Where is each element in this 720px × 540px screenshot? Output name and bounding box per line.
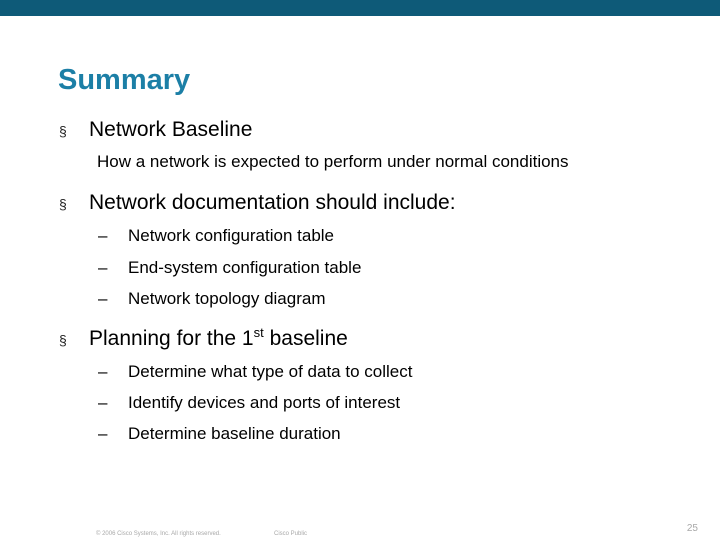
bullet-text: Network documentation should include: (89, 191, 456, 214)
bullet-marker: § (59, 196, 67, 212)
bullet-marker: § (59, 332, 67, 348)
sub-bullet-text: Determine what type of data to collect (128, 362, 413, 381)
page-number: 25 (686, 523, 698, 534)
sub-bullet-text: Network configuration table (128, 226, 335, 245)
bullet-text: Network Baseline (89, 118, 253, 141)
dash-marker: – (98, 258, 108, 277)
sub-bullet-text: Identify devices and ports of interest (128, 393, 401, 412)
sub-bullet-text: End-system configuration table (128, 258, 362, 277)
bullet-marker: § (59, 123, 67, 139)
bullet-text (89, 325, 348, 353)
dash-marker: – (98, 289, 108, 308)
classification-label: Cisco Public (274, 531, 308, 537)
bullet-description: How a network is expected to perform under normal conditions (97, 152, 569, 171)
dash-marker: – (98, 393, 108, 412)
ordinal-superscript: st (253, 325, 264, 340)
bullet-text-suffix: baseline (263, 327, 348, 350)
dash-marker: – (98, 424, 108, 443)
copyright-notice: © 2006 Cisco Systems, Inc. All rights reserved. (96, 531, 221, 537)
dash-marker: – (98, 226, 108, 245)
dash-marker: – (98, 362, 108, 381)
top-banner (0, 0, 720, 16)
slide-title: Summary (58, 64, 191, 96)
sub-bullet-text: Network topology diagram (128, 289, 326, 308)
bullet-text-prefix: Planning for the 1 (89, 327, 254, 350)
sub-bullet-text: Determine baseline duration (128, 424, 341, 443)
